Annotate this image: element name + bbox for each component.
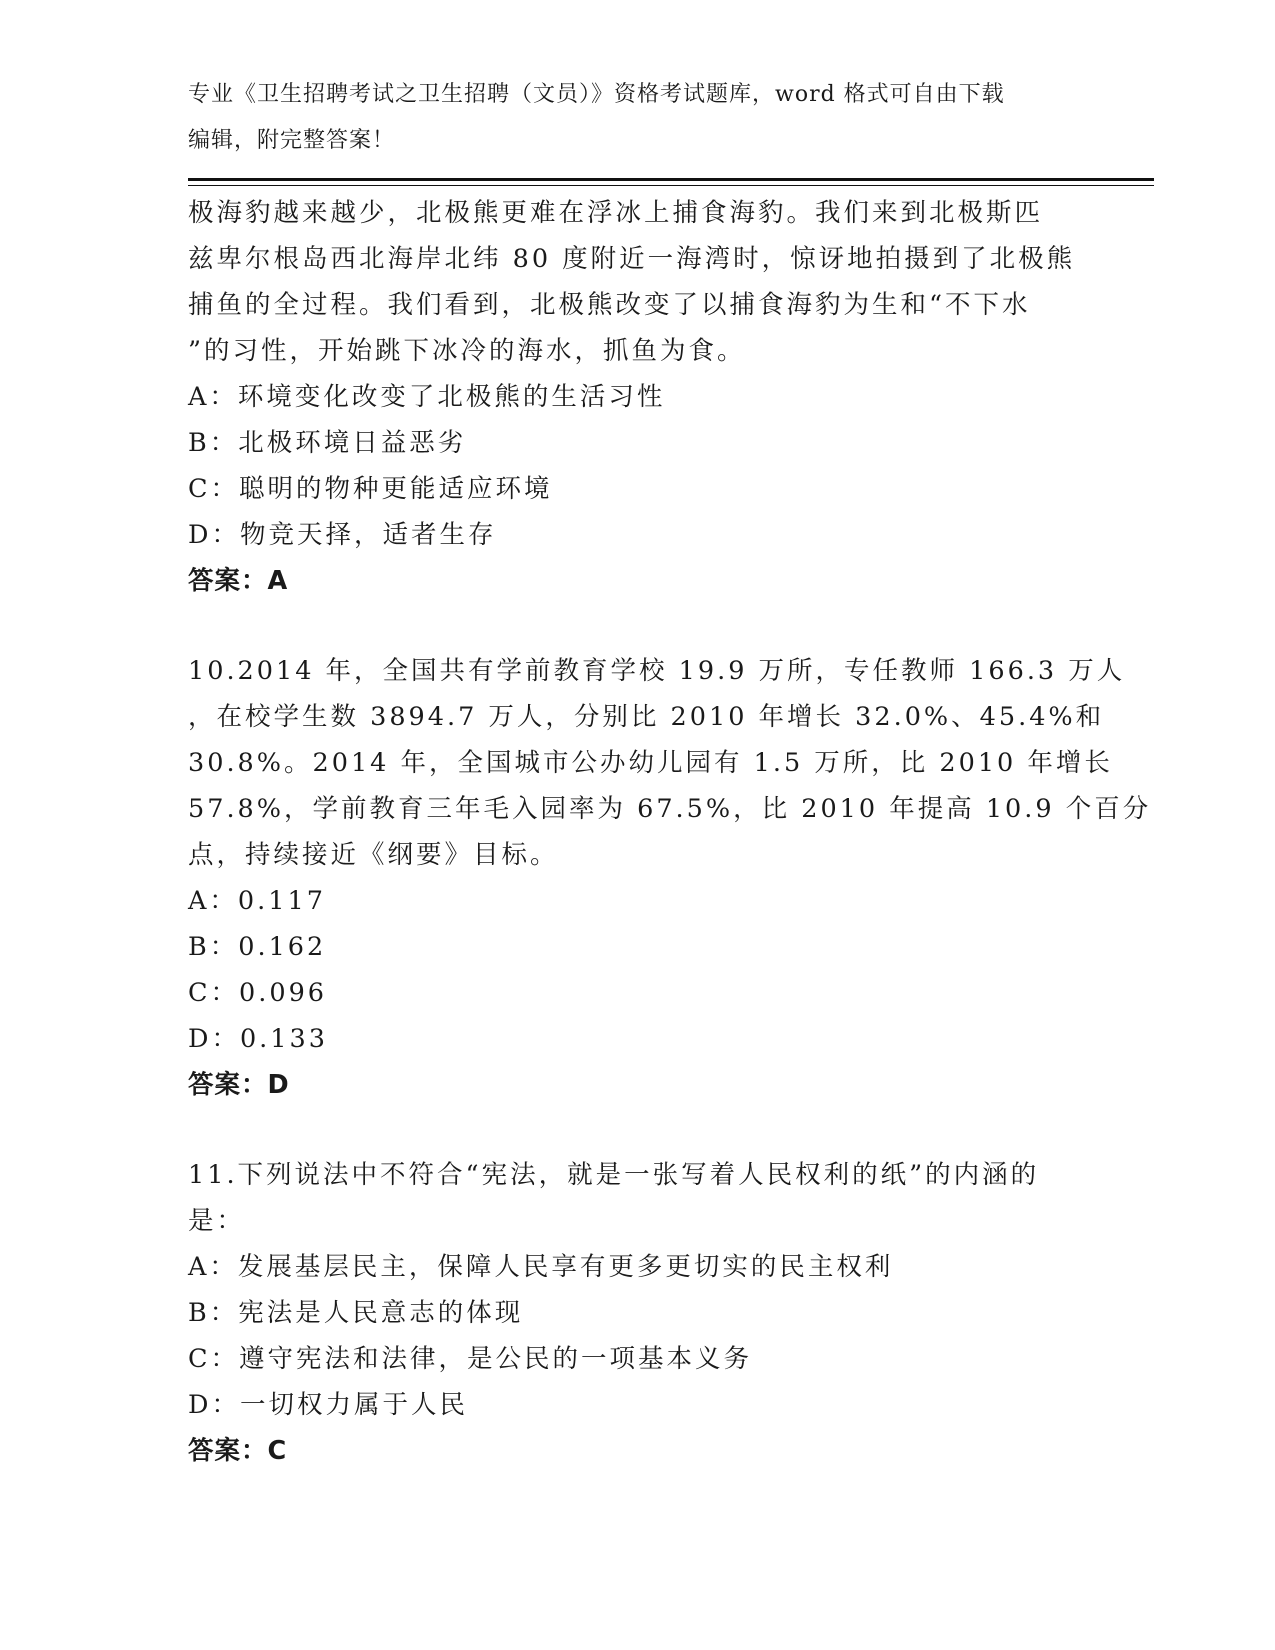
answer-label: 答案：C bbox=[188, 1436, 288, 1466]
option-c: C：0.096 bbox=[188, 978, 328, 1008]
question-stem-line: 是： bbox=[188, 1206, 246, 1236]
option-d: D：0.133 bbox=[188, 1024, 328, 1054]
question-stem-line: 极海豹越来越少，北极熊更难在浮冰上捕食海豹。我们来到北极斯匹 bbox=[188, 198, 1044, 228]
option-c: C：聪明的物种更能适应环境 bbox=[188, 474, 553, 504]
option-b: B：北极环境日益恶劣 bbox=[188, 428, 467, 458]
question-stem-line: 30.8%。2014 年，全国城市公办幼儿园有 1.5 万所，比 2010 年增长 bbox=[188, 748, 1113, 778]
question-stem-line: 11.下列说法中不符合“宪法，就是一张写着人民权利的纸”的内涵的 bbox=[188, 1160, 1040, 1190]
question-spacer bbox=[188, 1108, 1088, 1152]
header-rule-thin bbox=[188, 185, 1154, 186]
option-a: A：环境变化改变了北极熊的生活习性 bbox=[188, 382, 666, 412]
document-header bbox=[188, 72, 1088, 164]
question-10 bbox=[188, 648, 1152, 1108]
question-stem-line: ”的习性，开始跳下冰冷的海水，抓鱼为食。 bbox=[188, 336, 746, 366]
option-c: C：遵守宪法和法律，是公民的一项基本义务 bbox=[188, 1344, 753, 1374]
question-content bbox=[188, 190, 1152, 1474]
question-stem-line: 10.2014 年，全国共有学前教育学校 19.9 万所，专任教师 166.3 万人 bbox=[188, 656, 1126, 686]
option-a: A：0.117 bbox=[188, 886, 326, 916]
question-stem-line: 兹卑尔根岛西北海岸北纬 80 度附近一海湾时，惊讶地拍摄到了北极熊 bbox=[188, 244, 1076, 274]
option-b: B：0.162 bbox=[188, 932, 327, 962]
header-rule-thick bbox=[188, 178, 1154, 181]
header-line-1: 专业《卫生招聘考试之卫生招聘（文员）》资格考试题库，word 格式可自由下载 bbox=[188, 82, 1005, 107]
question-11 bbox=[188, 1152, 1088, 1474]
option-b: B：宪法是人民意志的体现 bbox=[188, 1298, 524, 1328]
question-stem-line: 点，持续接近《纲要》目标。 bbox=[188, 840, 559, 870]
question-stem-line: 捕鱼的全过程。我们看到，北极熊改变了以捕食海豹为生和“不下水 bbox=[188, 290, 1031, 320]
answer-label: 答案：A bbox=[188, 566, 289, 596]
header-line-2: 编辑，附完整答案！ bbox=[188, 128, 396, 153]
question-stem-line: ，在校学生数 3894.7 万人，分别比 2010 年增长 32.0%、45.4%和 bbox=[188, 702, 1105, 732]
question-spacer bbox=[188, 604, 1088, 648]
answer-label: 答案：D bbox=[188, 1070, 290, 1100]
question-stem-line: 57.8%，学前教育三年毛入园率为 67.5%，比 2010 年提高 10.9 个百分 bbox=[188, 794, 1152, 824]
option-d: D：物竞天择，适者生存 bbox=[188, 520, 497, 550]
option-a: A：发展基层民主，保障人民享有更多更切实的民主权利 bbox=[188, 1252, 894, 1282]
question-9 bbox=[188, 190, 1088, 604]
option-d: D：一切权力属于人民 bbox=[188, 1390, 468, 1420]
